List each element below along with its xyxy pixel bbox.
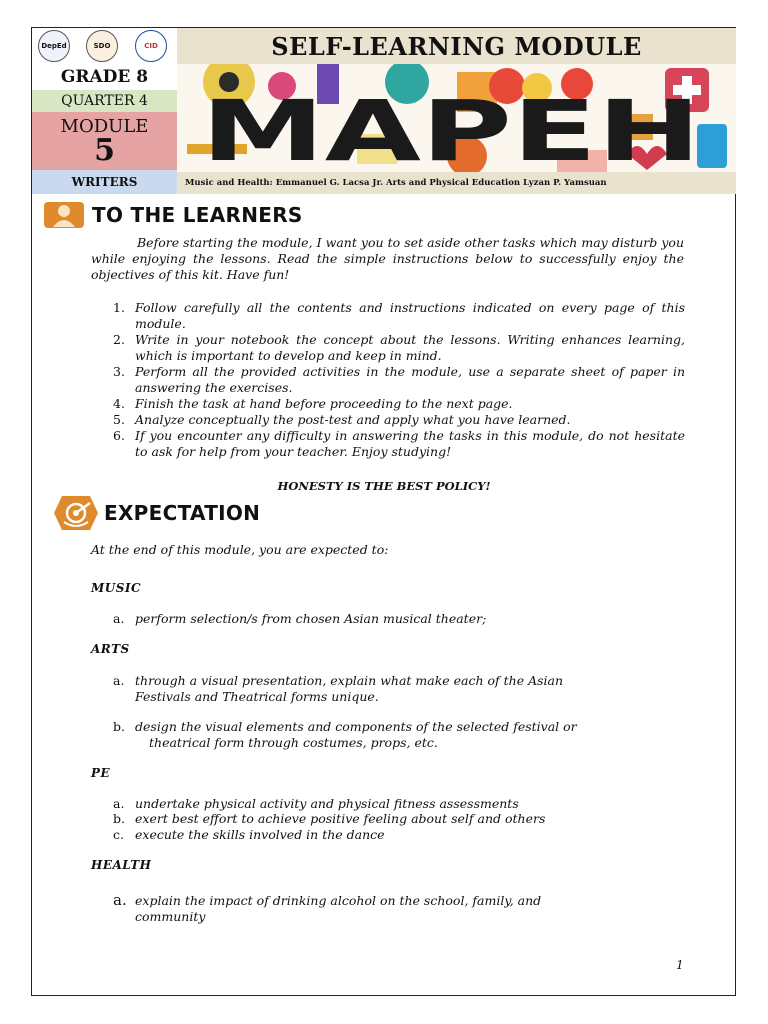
- list-text: Write in your notebook the concept about the lessons. Writing enhances learning, which is important to develop and keep in mind.: [135, 332, 685, 363]
- item-text: design the visual elements and components of the selected festival or: [135, 719, 577, 734]
- arts-subhead: ARTS: [91, 642, 130, 656]
- instructions-list: [113, 300, 685, 460]
- title-bar: [177, 28, 736, 64]
- svg-text:MAPEH: MAPEH: [201, 82, 701, 172]
- list-number: 3.: [113, 364, 125, 379]
- item-text-cont: community: [135, 908, 206, 924]
- cid-seal-icon: [135, 30, 167, 62]
- expectation-title: EXPECTATION: [104, 501, 261, 525]
- list-number: 1.: [113, 300, 125, 315]
- seal-row: [32, 28, 177, 64]
- item-text: explain the impact of drinking alcohol on the school, family, and: [135, 893, 542, 908]
- list-number: 6.: [113, 428, 125, 443]
- list-text: Follow carefully all the contents and instructions indicated on every page of this module.: [135, 300, 685, 331]
- music-item-a: [113, 611, 673, 627]
- list-text: Perform all the provided activities in the module, use a separate sheet of paper in answering the exercises.: [135, 364, 685, 395]
- list-number: 2.: [113, 332, 125, 347]
- list-item: [113, 300, 685, 332]
- item-marker: b.: [113, 811, 125, 826]
- module-label: MODULE: [60, 116, 149, 137]
- module-header: [32, 28, 736, 194]
- learners-heading: [42, 198, 303, 232]
- list-number: 4.: [113, 396, 125, 411]
- health-subhead: HEALTH: [91, 858, 152, 872]
- grade-label: GRADE 8: [32, 64, 177, 90]
- page-number: 1: [676, 958, 684, 972]
- arts-item-a: [113, 673, 673, 704]
- learners-intro: Before starting the module, I want you to set aside other tasks which may disturb you while enjoying the lessons. Read the simple instructions below to successfully enjoy the objectives of this kit. Have fun!: [91, 235, 684, 282]
- pe-item-a: [113, 796, 673, 812]
- item-marker: c.: [113, 827, 124, 842]
- division-seal-icon: [86, 30, 118, 62]
- list-item: [113, 364, 685, 396]
- expectation-intro: At the end of this module, you are expected to:: [91, 542, 389, 557]
- item-marker: a.: [113, 796, 125, 811]
- learner-person-icon: [42, 198, 86, 232]
- item-marker: b.: [113, 719, 125, 734]
- arts-item-b: [113, 719, 673, 750]
- list-text: Finish the task at hand before proceeding to the next page.: [135, 396, 513, 411]
- list-item: [113, 412, 685, 428]
- mapeh-collage-icon: [177, 64, 736, 172]
- writers-label: WRITERS: [32, 170, 177, 194]
- item-text: execute the skills involved in the dance: [135, 827, 385, 842]
- list-item: [113, 332, 685, 364]
- health-item-a: [113, 893, 673, 924]
- deped-seal-icon: [38, 30, 70, 62]
- item-text: exert best effort to achieve positive feeling about self and others: [135, 811, 546, 826]
- item-text-cont: theatrical form through costumes, props, etc.: [149, 734, 438, 750]
- seal-label: SDO: [93, 42, 111, 50]
- item-text: undertake physical activity and physical fitness assessments: [135, 796, 519, 811]
- list-text: If you encounter any difficulty in answering the tasks in this module, do not hesitate to ask for help from your teacher. Enjoy studying!: [135, 428, 685, 459]
- seal-label: DepEd: [41, 42, 67, 50]
- list-item: [113, 428, 685, 460]
- honesty-motto: HONESTY IS THE BEST POLICY!: [277, 479, 491, 493]
- module-box: [32, 112, 177, 170]
- item-marker: a.: [113, 673, 125, 688]
- item-marker: a.: [113, 611, 125, 626]
- item-marker: a.: [113, 891, 127, 909]
- seal-label: CID: [144, 42, 158, 50]
- item-text-cont: Festivals and Theatrical forms unique.: [135, 688, 379, 704]
- mapeh-banner-art: [177, 64, 736, 172]
- list-number: 5.: [113, 412, 125, 427]
- expectation-heading: [54, 496, 260, 530]
- item-text: perform selection/s from chosen Asian musical theater;: [135, 611, 487, 626]
- pe-item-c: [113, 827, 673, 843]
- target-arrow-icon: [54, 496, 98, 530]
- writers-names: Music and Health: Emmanuel G. Lacsa Jr. Arts and Physical Education Lyzan P. Yamsuan: [177, 172, 736, 194]
- music-subhead: MUSIC: [91, 581, 142, 595]
- pe-subhead: PE: [91, 766, 111, 780]
- list-item: [113, 396, 685, 412]
- module-number: 5: [94, 133, 115, 168]
- quarter-label: QUARTER 4: [32, 90, 177, 112]
- item-text: through a visual presentation, explain what make each of the Asian: [135, 673, 564, 688]
- pe-item-b: [113, 811, 673, 827]
- list-text: Analyze conceptually the post-test and apply what you have learned.: [135, 412, 571, 427]
- learners-title: TO THE LEARNERS: [92, 203, 303, 227]
- module-title: SELF-LEARNING MODULE: [271, 31, 642, 61]
